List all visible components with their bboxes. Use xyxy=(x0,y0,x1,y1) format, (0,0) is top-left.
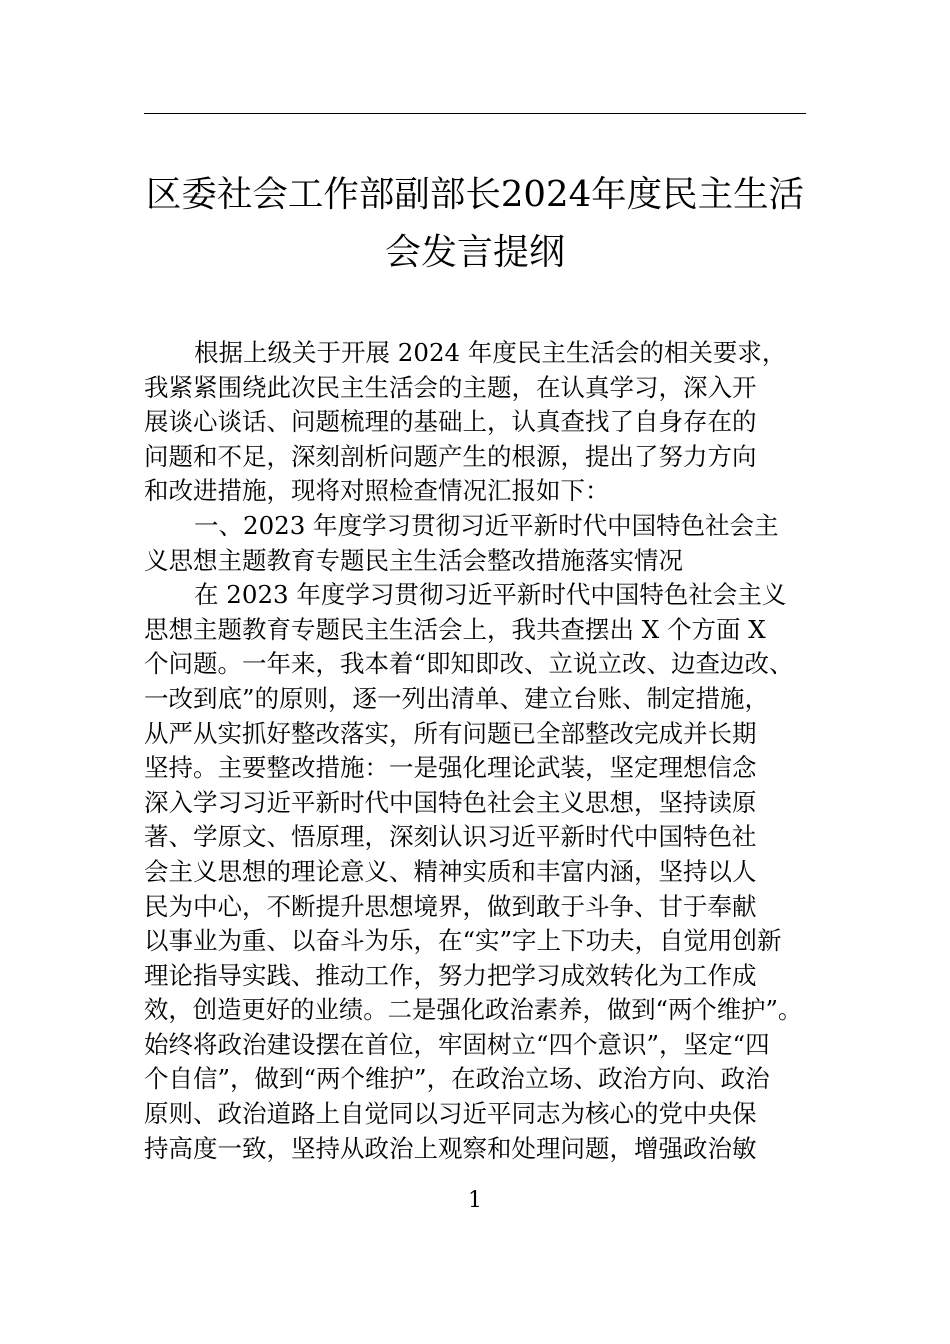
body-line: 会主义思想的理论意义、精神实质和丰富内涵，坚持以人 xyxy=(144,856,757,886)
body-line: 和改进措施，现将对照检查情况汇报如下： xyxy=(144,476,610,506)
body-line: 根据上级关于开展 2024 年度民主生活会的相关要求， xyxy=(194,338,787,367)
body-line: 著、学原文、悟原理，深刻认识习近平新时代中国特色社 xyxy=(144,822,757,852)
body-line: 思想主题教育专题民主生活会上，我共查摆出 X 个方面 X xyxy=(144,614,766,644)
body-line: 个自信”，做到“两个维护”，在政治立场、政治方向、政治 xyxy=(144,1064,770,1094)
body-line: 始终将政治建设摆在首位，牢固树立“四个意识”，坚定“四 xyxy=(144,1029,770,1059)
section-heading-line: 义思想主题教育专题民主生活会整改措施落实情况 xyxy=(144,545,683,575)
title-line: 会发言提纲 xyxy=(384,232,565,273)
body-line: 效，创造更好的业绩。二是强化政治素养，做到“两个维护”。 xyxy=(144,995,803,1025)
section-heading-line: 一、2023 年度学习贯彻习近平新时代中国特色社会主 xyxy=(194,510,779,540)
body-line: 问题和不足，深刻剖析问题产生的根源，提出了努力方向 xyxy=(144,441,757,471)
body-line: 原则、政治道路上自觉同以习近平同志为核心的党中央保 xyxy=(144,1099,757,1129)
document-body xyxy=(144,336,806,1166)
body-line: 在 2023 年度学习贯彻习近平新时代中国特色社会主义 xyxy=(194,580,787,610)
header-rule xyxy=(144,113,806,114)
body-line: 从严从实抓好整改落实，所有问题已全部整改完成并长期 xyxy=(144,718,757,748)
body-line: 理论指导实践、推动工作，努力把学习成效转化为工作成 xyxy=(144,960,757,990)
title-line: 区委社会工作部副部长2024年度民主生活 xyxy=(145,174,805,215)
body-line: 展谈心谈话、问题梳理的基础上，认真查找了自身存在的 xyxy=(144,407,757,437)
body-line: 一改到底”的原则，逐一列出清单、建立台账、制定措施， xyxy=(144,683,770,713)
body-line: 个问题。一年来，我本着“即知即改、立说立改、边查边改、 xyxy=(144,649,794,679)
body-line: 持高度一致，坚持从政治上观察和处理问题，增强政治敏 xyxy=(144,1133,757,1163)
page-number: 1 xyxy=(468,1188,482,1213)
body-line: 深入学习习近平新时代中国特色社会主义思想，坚持读原 xyxy=(144,787,757,817)
body-line: 我紧紧围绕此次民主生活会的主题，在认真学习，深入开 xyxy=(144,372,757,402)
document-title xyxy=(144,166,806,282)
body-line: 以事业为重、以奋斗为乐，在“实”字上下功夫，自觉用创新 xyxy=(144,926,782,956)
body-line: 坚持。主要整改措施：一是强化理论武装，坚定理想信念 xyxy=(144,753,757,783)
body-line: 民为中心，不断提升思想境界，做到敢于斗争、甘于奉献 xyxy=(144,891,757,921)
